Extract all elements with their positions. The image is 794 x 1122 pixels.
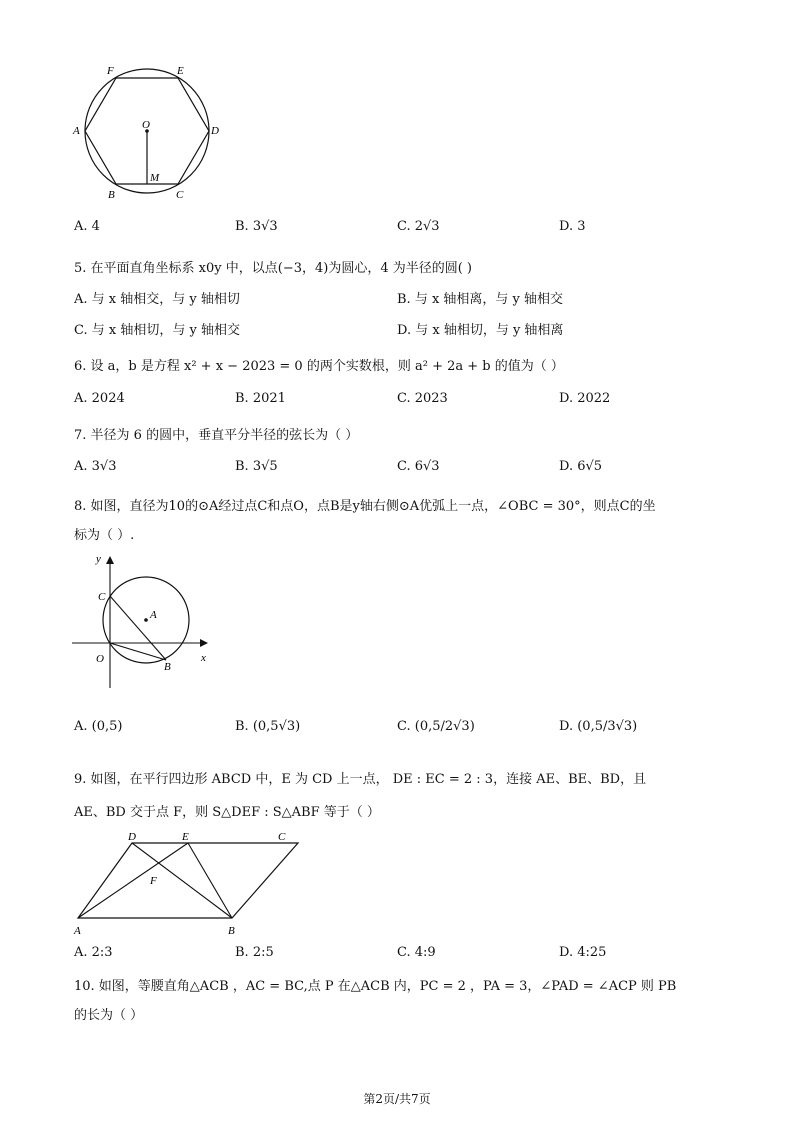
label-F: F xyxy=(107,65,114,77)
q4-option-b: B. 3√3 xyxy=(235,219,278,234)
q6-option-b: B. 2021 xyxy=(235,391,286,406)
q7-option-d: D. 6√5 xyxy=(559,459,603,474)
q8-stem-line1: 8. 如图，直径为10的⊙A经过点C和点O，点B是y轴右侧⊙A优弧上一点，∠OBC = 30°，则点C的坐 xyxy=(74,499,656,514)
q6-option-d: D. 2022 xyxy=(559,391,611,406)
q9-option-d: D. 4:25 xyxy=(559,945,607,960)
q9-stem-line1: 9. 如图，在平行四边形 ABCD 中，E 为 CD 上一点， DE : EC = 2 : 3，连接 AE、BE、BD，且 xyxy=(74,772,647,787)
label-B: B xyxy=(108,189,115,201)
label-O: O xyxy=(96,653,104,665)
q6-stem: 6. 设 a，b 是方程 x² + x − 2023 = 0 的两个实数根，则 a² + 2a + b 的值为（ ） xyxy=(74,359,564,374)
q7-stem: 7. 半径为 6 的圆中，垂直平分半径的弦长为（ ） xyxy=(74,428,359,443)
label-B: B xyxy=(164,661,171,673)
q5-stem: 5. 在平面直角坐标系 x0y 中，以点(−3，4)为圆心，4 为半径的圆( ) xyxy=(74,261,473,276)
label-C: C xyxy=(278,831,286,843)
axis-label-y: y xyxy=(96,553,101,565)
q8-option-a: A. (0,5) xyxy=(74,719,123,734)
circle-axes-figure xyxy=(68,548,218,690)
hexagon-circle-figure xyxy=(70,62,230,202)
page-footer: 第2页/共7页 xyxy=(363,1092,431,1106)
q7-option-b: B. 3√5 xyxy=(235,459,278,474)
q10-stem-line1: 10. 如图，等腰直角△ACB ，AC = BC,点 P 在△ACB 内，PC = 2 ，PA = 3，∠PAD = ∠ACP 则 PB xyxy=(74,979,677,994)
label-A: A xyxy=(73,125,80,137)
label-E: E xyxy=(177,65,184,77)
q5-option-a: A. 与 x 轴相交，与 y 轴相切 xyxy=(74,292,240,307)
q8-option-b: B. (0,5√3) xyxy=(235,719,301,734)
label-C: C xyxy=(98,591,106,603)
label-B: B xyxy=(228,925,235,937)
q8-stem-line2: 标为（ ）. xyxy=(74,528,135,543)
q5-option-c: C. 与 x 轴相切，与 y 轴相交 xyxy=(74,323,240,338)
label-D: D xyxy=(128,831,136,843)
label-A: A xyxy=(150,609,157,621)
q9-option-c: C. 4:9 xyxy=(397,945,436,960)
label-O: O xyxy=(142,119,150,131)
q8-option-c: C. (0,5/2√3) xyxy=(397,719,475,734)
label-E: E xyxy=(182,831,189,843)
q9-stem-line2: AE、BD 交于点 F，则 S△DEF : S△ABF 等于（ ） xyxy=(74,805,380,820)
label-A: A xyxy=(74,925,81,937)
q4-option-d: D. 3 xyxy=(559,219,586,234)
label-F: F xyxy=(150,875,157,887)
q5-option-d: D. 与 x 轴相切，与 y 轴相离 xyxy=(397,323,564,338)
q9-option-a: A. 2:3 xyxy=(74,945,113,960)
axis-label-x: x xyxy=(201,652,206,664)
parallelogram-figure xyxy=(68,828,308,940)
q8-option-d: D. (0,5/3√3) xyxy=(559,719,638,734)
q4-option-a: A. 4 xyxy=(74,219,100,234)
q7-option-a: A. 3√3 xyxy=(74,459,117,474)
q9-option-b: B. 2:5 xyxy=(235,945,274,960)
label-C: C xyxy=(176,189,184,201)
q10-stem-line2: 的长为（ ） xyxy=(74,1008,144,1023)
label-D: D xyxy=(211,125,219,137)
q6-option-c: C. 2023 xyxy=(397,391,448,406)
q5-option-b: B. 与 x 轴相离，与 y 轴相交 xyxy=(397,292,564,307)
label-M: M xyxy=(150,172,160,184)
q4-option-c: C. 2√3 xyxy=(397,219,440,234)
q6-option-a: A. 2024 xyxy=(74,391,125,406)
q7-option-c: C. 6√3 xyxy=(397,459,440,474)
